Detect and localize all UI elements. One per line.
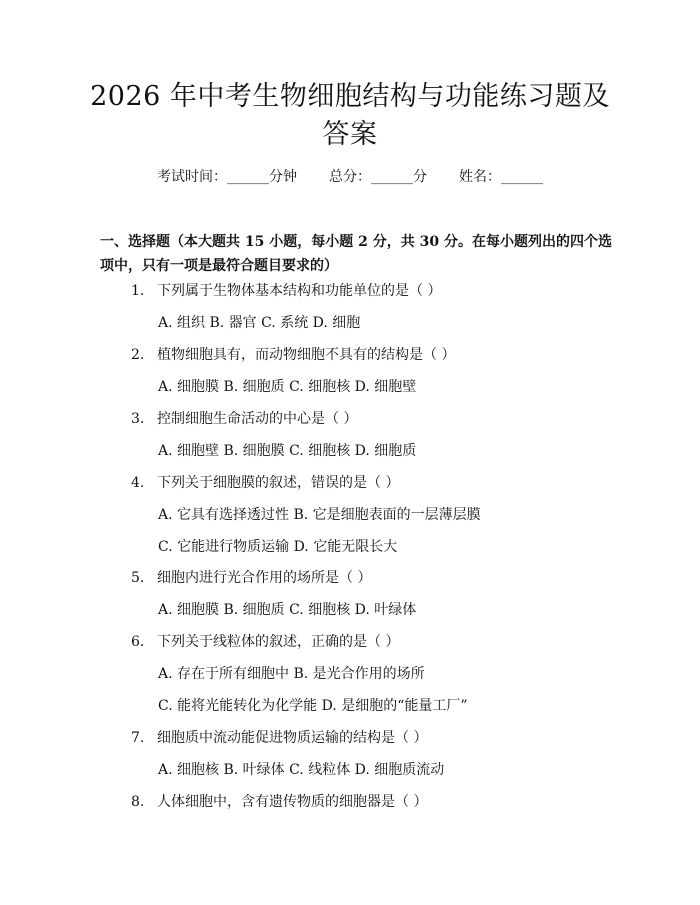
question-6-options-line-2: C. 能将光能转化为化学能 D. 是细胞的“能量工厂” [158, 698, 468, 714]
section-heading: 一、选择题（本大题共 15 小题，每小题 2 分，共 30 分。在每小题列出的四个选项中，只有一项是最符合题目要求的） [100, 234, 612, 274]
question-text: 下列关于细胞膜的叙述，错误的是（ ） [157, 475, 400, 491]
question-5-options: A. 细胞膜 B. 细胞质 C. 细胞核 D. 叶绿体 [158, 602, 417, 618]
question-number: 8. [131, 794, 145, 810]
question-5 [131, 568, 371, 588]
question-text: 下列关于线粒体的叙述，正确的是（ ） [157, 634, 400, 650]
question-number: 2. [131, 347, 145, 363]
question-6 [131, 632, 399, 652]
exam-meta [0, 166, 700, 188]
question-number: 5. [131, 570, 145, 586]
question-4-options-line-1: A. 它具有选择透过性 B. 它是细胞表面的一层薄层膜 [158, 507, 481, 523]
question-4-options-line-2: C. 它能进行物质运输 D. 它能无限长大 [158, 539, 398, 555]
question-6-options-line-1: A. 存在于所有细胞中 B. 是光合作用的场所 [158, 666, 425, 682]
page-title: 2026 年中考生物细胞结构与功能练习题及答案 [90, 81, 610, 150]
question-4 [131, 473, 399, 493]
question-number: 7. [131, 730, 145, 746]
total-score-label: 总分：______分 [329, 169, 427, 185]
question-text: 细胞内进行光合作用的场所是（ ） [157, 570, 372, 586]
question-7-options: A. 细胞核 B. 叶绿体 C. 线粒体 D. 细胞质流动 [158, 762, 445, 778]
question-text: 控制细胞生命活动的中心是（ ） [157, 411, 358, 427]
question-text: 细胞质中流动能促进物质运输的结构是（ ） [157, 730, 428, 746]
question-text: 下列属于生物体基本结构和功能单位的是（ ） [157, 283, 442, 299]
question-number: 1. [131, 283, 145, 299]
question-text: 人体细胞中，含有遗传物质的细胞器是（ ） [157, 794, 428, 810]
question-3-options: A. 细胞壁 B. 细胞膜 C. 细胞核 D. 细胞质 [158, 443, 417, 459]
question-number: 4. [131, 475, 145, 491]
question-1-options: A. 组织 B. 器官 C. 系统 D. 细胞 [158, 315, 361, 331]
question-number: 3. [131, 411, 145, 427]
question-3 [131, 409, 357, 429]
question-number: 6. [131, 634, 145, 650]
student-name-label: 姓名：______ [459, 169, 543, 185]
question-1 [131, 281, 441, 301]
question-2-options: A. 细胞膜 B. 细胞质 C. 细胞核 D. 细胞壁 [158, 379, 417, 395]
question-7 [131, 728, 427, 748]
question-8 [131, 792, 427, 812]
question-2 [131, 345, 455, 365]
exam-time-label: 考试时间：______分钟 [157, 169, 297, 185]
question-text: 植物细胞具有，而动物细胞不具有的结构是（ ） [157, 347, 456, 363]
